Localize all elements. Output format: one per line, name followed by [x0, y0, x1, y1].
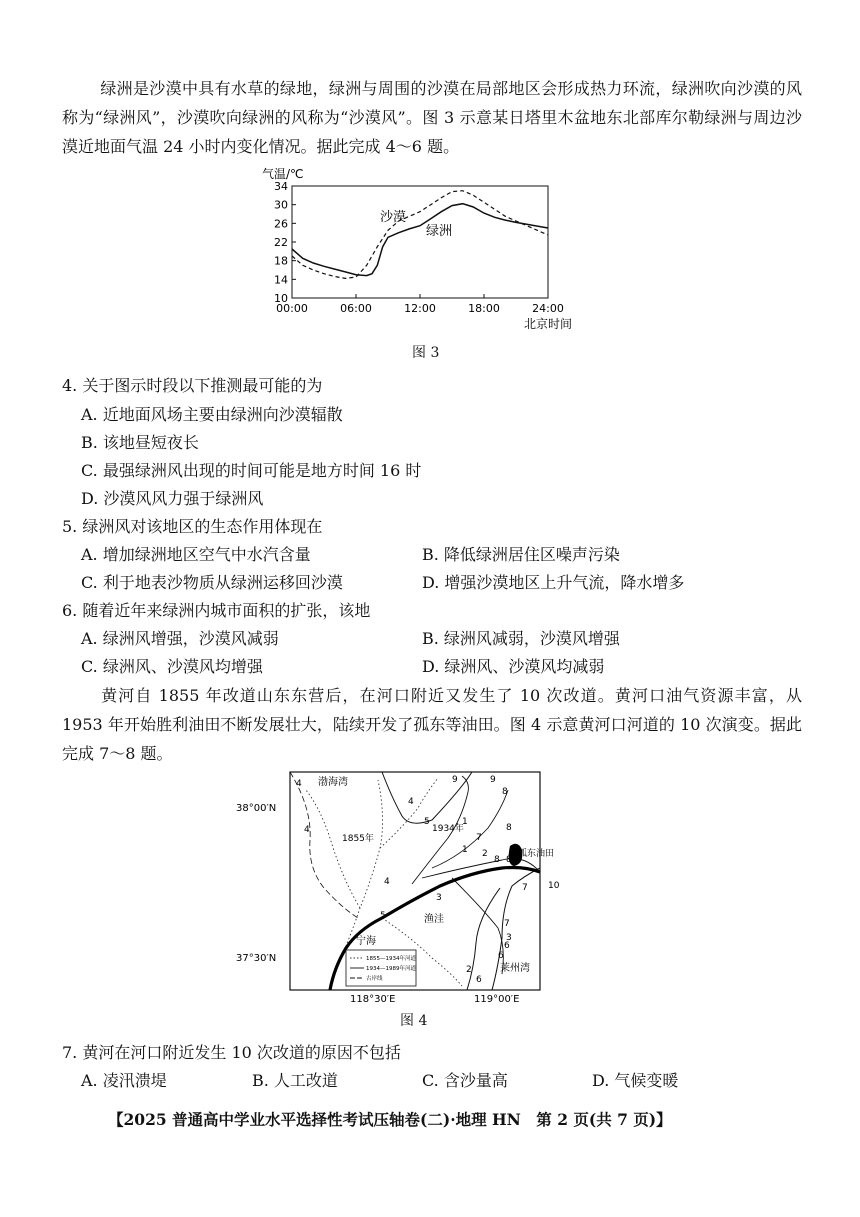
series-label-desert: 沙漠: [380, 210, 407, 225]
channel-number: 4: [384, 877, 390, 887]
y-tick-label: 14: [274, 273, 288, 287]
intro-paragraph-oasis: 绿洲是沙漠中具有水草的绿地，绿洲与周围的沙漠在局部地区会形成热力环流，绿洲吹向沙漠的风称为“绿洲风”，沙漠吹向绿洲的风称为“沙漠风”。图 3 示意某日塔里木盆地东北部库尔勒绿洲与周边沙漠近地面气温 24 小时内变化情况。据此完成 4～6 题。: [62, 79, 802, 156]
question-7-stem: 7. 黄河在河口附近发生 10 次改道的原因不包括: [62, 1043, 401, 1062]
channel-number: 8: [502, 787, 508, 797]
map-legend: [346, 950, 416, 986]
question-5-option-a: A. 增加绿洲地区空气中水汽含量: [81, 545, 311, 564]
question-4-option-a: A. 近地面风场主要由绿洲向沙漠辐散: [81, 405, 343, 424]
channel-number: 9: [452, 775, 458, 785]
figure3-temperature-chart: [240, 162, 580, 338]
channel-number: 6: [504, 941, 510, 951]
page-footer: 【2025 普通高中学业水平选择性考试压轴卷(二)·地理 HN 第 2 页(共 7 页)】: [108, 1110, 672, 1129]
question-5-stem: 5. 绿洲风对该地区的生态作用体现在: [62, 517, 323, 536]
channel-number: 8: [506, 855, 512, 865]
channel-number: 10: [548, 881, 560, 891]
channel-number: 6: [476, 975, 482, 985]
y-tick-label: 18: [274, 254, 288, 268]
x-tick-label: 06:00: [340, 302, 372, 315]
label-laizhou-bay: 莱州湾: [500, 963, 530, 974]
channel-number: 8: [494, 855, 500, 865]
question-6-stem: 6. 随着近年来绿洲内城市面积的扩张，该地: [62, 601, 371, 620]
channel-number: 4: [304, 825, 310, 835]
channel-number: 8: [506, 823, 512, 833]
y-tick-label: 34: [274, 180, 288, 193]
question-4-stem: 4. 关于图示时段以下推测最可能的为: [62, 376, 323, 395]
legend-ancient-coastline: 古岸线: [366, 976, 383, 982]
question-6-option-c: C. 绿洲风、沙漠风均增强: [81, 657, 263, 676]
channel-number: 4: [408, 797, 414, 807]
question-5-option-b: B. 降低绿洲居住区噪声污染: [422, 545, 620, 564]
channel-number: 9: [490, 775, 496, 785]
figure4-yellow-river-map: [236, 768, 560, 1005]
series-label-oasis: 绿洲: [426, 224, 453, 239]
label-lat-38: 38°00′N: [236, 803, 277, 814]
label-year-1855: 1855年: [342, 834, 374, 844]
channel-number: 3: [436, 893, 442, 903]
channel-number: 7: [522, 883, 528, 893]
channel-number: 5: [380, 911, 386, 921]
y-tick-label: 22: [274, 236, 288, 249]
figure4-caption: 图 4: [400, 1013, 428, 1029]
question-6-option-a: A. 绿洲风增强，沙漠风减弱: [81, 629, 279, 648]
question-5-option-d: D. 增强沙漠地区上升气流，降水增多: [422, 573, 685, 592]
question-7-option-b: B. 人工改道: [252, 1071, 338, 1090]
legend-1934-channel: 1934—1989年河道: [366, 966, 416, 972]
channel-number: 5: [424, 817, 430, 827]
legend-1855-channel: 1855—1934年河道: [366, 956, 416, 962]
label-lon-11830: 118°30′E: [350, 994, 396, 1005]
question-4-option-b: B. 该地昼短夜长: [81, 433, 199, 452]
question-6-option-b: B. 绿洲风减弱，沙漠风增强: [422, 629, 620, 648]
question-4-option-d: D. 沙漠风风力强于绿洲风: [81, 489, 264, 508]
question-6-option-d: D. 绿洲风、沙漠风均减弱: [422, 657, 605, 676]
x-tick-label: 18:00: [468, 302, 500, 315]
figure3-caption: 图 3: [412, 345, 440, 361]
x-tick-label: 24:00: [532, 302, 564, 315]
channel-number: 7: [476, 833, 482, 843]
channel-number: 2: [482, 849, 488, 859]
label-gudong-oilfield: 孤东油田: [518, 849, 555, 859]
y-tick-label: 30: [274, 198, 288, 212]
y-tick-label: 10: [274, 292, 288, 305]
label-bohai-bay: 渤海湾: [318, 777, 348, 788]
question-5-option-c: C. 利于地表沙物质从绿洲运移回沙漠: [81, 573, 343, 592]
label-year-1934: 1934年: [432, 824, 464, 834]
x-axis-label: 北京时间: [524, 317, 573, 331]
x-tick-label: 00:00: [276, 302, 308, 315]
channel-number: 6: [498, 951, 504, 961]
series-line-oasis: [292, 204, 548, 276]
question-7-option-c: C. 含沙量高: [422, 1071, 508, 1090]
plot-frame: [292, 186, 548, 298]
channel-number: 3: [506, 933, 512, 943]
channel-number: 1: [462, 817, 468, 827]
label-lon-119: 119°00′E: [474, 994, 520, 1005]
label-ninghai: 宁海: [356, 936, 376, 947]
channel-number: 7: [504, 919, 510, 929]
x-tick-label: 12:00: [404, 302, 436, 315]
series-line-desert: [292, 191, 548, 279]
channel-number: 1: [462, 845, 468, 855]
intro-paragraph-yellow-river: 黄河自 1855 年改道山东东营后，在河口附近又发生了 10 次改道。黄河口油气资源丰富，从 1953 年开始胜利油田不断发展壮大，陆续开发了孤东等油田。图 4 示意黄河口河道的 10 次演变。据此完成 7～8 题。: [62, 686, 802, 763]
y-tick-label: 26: [274, 217, 288, 231]
channel-number: 2: [466, 965, 472, 975]
question-7-option-d: D. 气候变暖: [592, 1071, 679, 1090]
label-lat-3730: 37°30′N: [236, 953, 277, 964]
label-yuwa: 渔洼: [424, 914, 444, 925]
question-4-option-c: C. 最强绿洲风出现的时间可能是地方时间 16 时: [81, 461, 422, 480]
question-7-option-a: A. 凌汛溃堤: [81, 1071, 167, 1090]
channel-number: 4: [296, 779, 302, 789]
y-axis-label: 气温/℃: [262, 167, 304, 181]
